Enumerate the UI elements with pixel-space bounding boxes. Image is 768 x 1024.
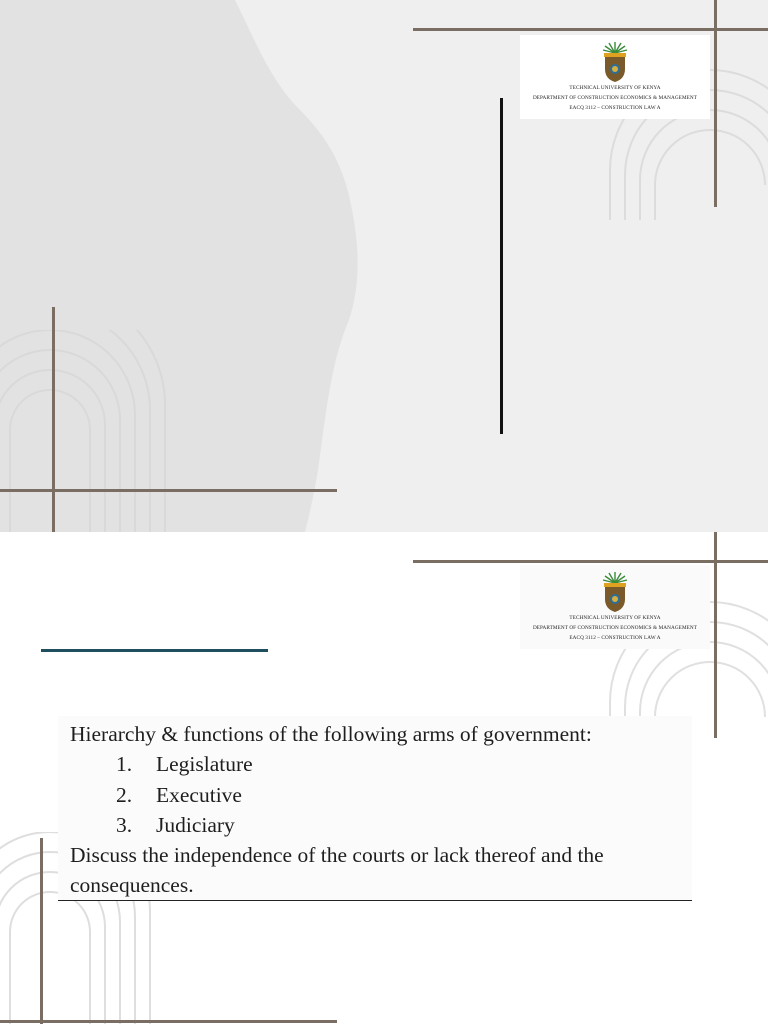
bottom-horizontal-rule-2 [0, 1020, 337, 1023]
bottom-vertical-rule [52, 307, 55, 532]
top-vertical-rule [714, 0, 717, 207]
logo-line-course: EACQ 3112 – CONSTRUCTION LAW A [569, 635, 661, 641]
discuss-line-2: consequences. [70, 873, 194, 897]
list-item-legislature: Legislature [156, 752, 253, 776]
bottom-vertical-rule-2 [40, 838, 43, 1024]
logo-line-department: DEPARTMENT OF CONSTRUCTION ECONOMICS & MANAGEMENT [532, 95, 698, 101]
list-item-executive: Executive [156, 783, 242, 807]
logo-line-department: DEPARTMENT OF CONSTRUCTION ECONOMICS & MANAGEMENT [532, 625, 698, 631]
logo-line-university: TECHNICAL UNIVERSITY OF KENYA [569, 615, 661, 621]
university-logo-block [520, 35, 710, 119]
question-intro: Hierarchy & functions of the following arms of government: [70, 722, 592, 746]
arch-pattern-left [0, 330, 200, 532]
logo-line-university: TECHNICAL UNIVERSITY OF KENYA [569, 85, 661, 91]
list-number-3: 3. [116, 813, 133, 837]
list-item-judiciary: Judiciary [156, 813, 235, 837]
vertical-black-bar [500, 98, 503, 434]
question-slide [0, 532, 768, 1024]
list-number-1: 1. [116, 752, 133, 776]
discuss-line-1: Discuss the independence of the courts or lack thereof and the [70, 843, 604, 867]
list-number-2: 2. [116, 783, 133, 807]
university-crest-icon [600, 39, 630, 83]
title-accent-line [41, 649, 268, 652]
logo-line-course: EACQ 3112 – CONSTRUCTION LAW A [569, 105, 661, 111]
university-crest-icon [600, 569, 630, 613]
bottom-horizontal-rule [0, 489, 337, 492]
top-vertical-rule-2 [714, 532, 717, 738]
university-logo-block-2 [520, 565, 710, 649]
question-content [58, 716, 692, 901]
